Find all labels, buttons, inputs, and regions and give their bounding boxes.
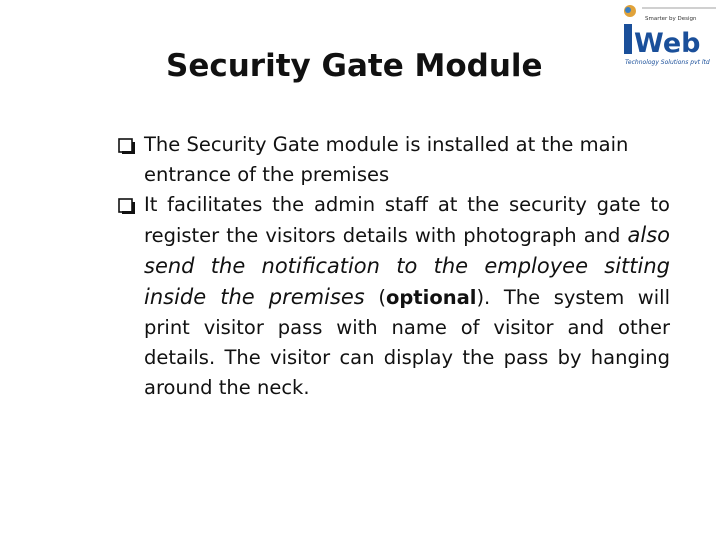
- bullet-text-continued: ). The system will print visitor pass with name of visitor and other details. The visitor can display the pass by hanging around the neck.: [144, 286, 670, 399]
- logo-tagline-bottom: Technology Solutions pvt ltd: [625, 59, 710, 66]
- bullet-paren: (: [364, 286, 386, 309]
- checkbox-bullet-icon: [118, 197, 136, 215]
- iweb-logo: [618, 2, 718, 68]
- bullet-text: It facilitates the admin staff at the security gate to register the visitors details with photograph and: [144, 193, 670, 247]
- bullet-italic-text: also send the notification to the employee sitting inside the premises: [144, 223, 670, 309]
- bullet-item: [118, 190, 670, 403]
- bullet-text: The Security Gate module is installed at the main entrance of the premises: [144, 133, 629, 186]
- logo-tagline-top: Smarter by Design: [645, 16, 697, 22]
- bullet-bold-text: optional: [385, 286, 477, 309]
- slide-body: [118, 130, 670, 403]
- bullet-item: [118, 130, 670, 190]
- slide-title: Security Gate Module: [166, 48, 543, 84]
- logo-brand-name: Web: [634, 28, 701, 59]
- checkbox-bullet-icon: [118, 137, 136, 155]
